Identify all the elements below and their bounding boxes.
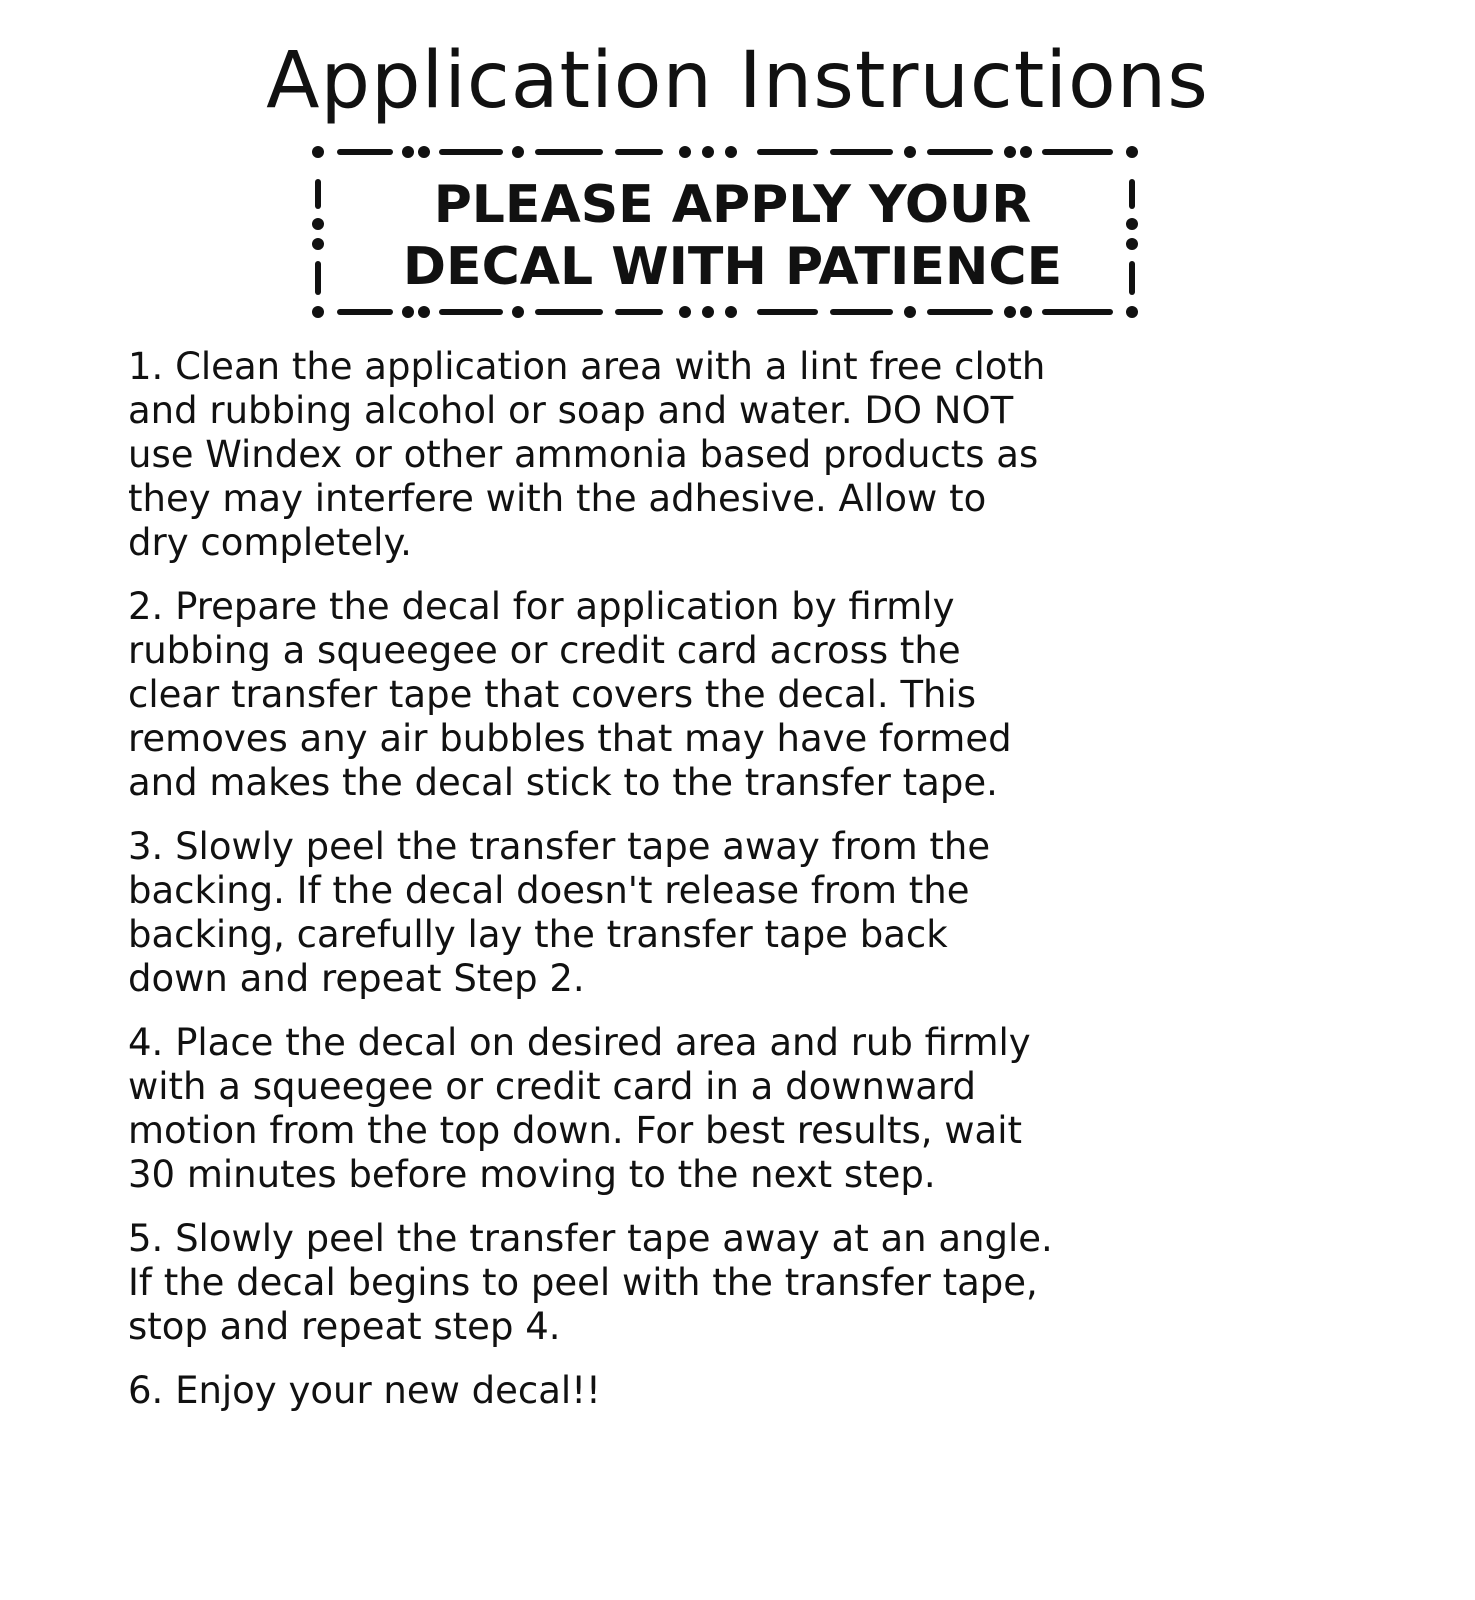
patience-banner <box>310 144 1155 320</box>
step-1: 1. Clean the application area with a lint free cloth and rubbing alcohol or soap and water. DO NOT use Windex or other ammonia based products as they may interfere with the adhesive. Allow to dry completely. <box>128 345 1046 564</box>
step-3: 3. Slowly peel the transfer tape away from the backing. If the decal doesn't release from the backing, carefully lay the transfer tape back down and repeat Step 2. <box>128 825 991 1000</box>
banner-line-1: PLEASE APPLY YOUR <box>433 175 1032 235</box>
banner-line-2: DECAL WITH PATIENCE <box>402 237 1063 297</box>
step-5: 5. Slowly peel the transfer tape away at an angle. If the decal begins to peel with the transfer tape, stop and repeat step 4. <box>128 1217 1053 1348</box>
step-2: 2. Prepare the decal for application by firmly rubbing a squeegee or credit card across the clear transfer tape that covers the decal. This removes any air bubbles that may have formed and makes the decal stick to the transfer tape. <box>128 585 1012 804</box>
page-title: Application Instructions <box>266 36 1209 126</box>
instruction-steps <box>128 345 1358 1433</box>
banner-text <box>340 174 1125 298</box>
step-4: 4. Place the decal on desired area and rub firmly with a squeegee or credit card in a downward motion from the top down. For best results, wait 30 minutes before moving to the next step. <box>128 1021 1031 1196</box>
step-6: 6. Enjoy your new decal!! <box>128 1369 601 1412</box>
